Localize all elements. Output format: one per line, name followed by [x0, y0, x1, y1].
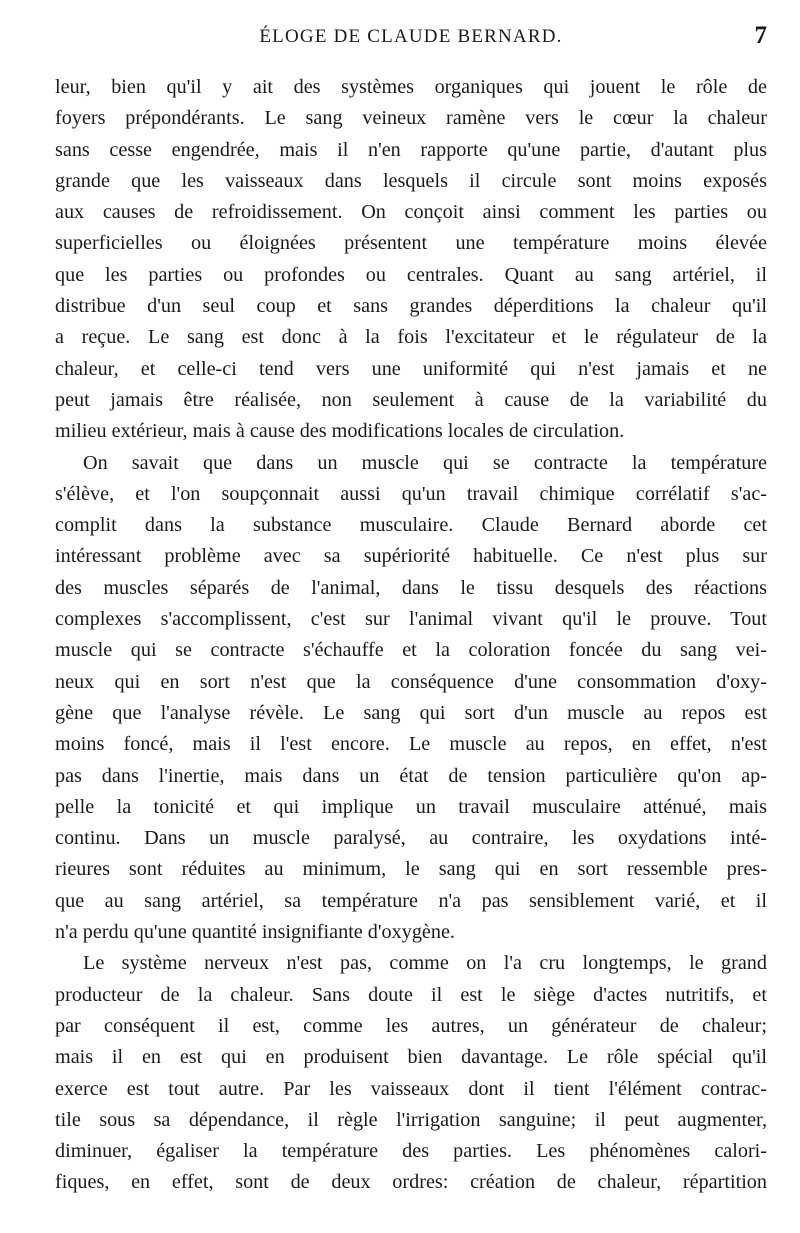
text-line: grande que les vaisseaux dans lesquels il circule sont moins exposés — [55, 169, 767, 192]
text-line: moins foncé, mais il l'est encore. Le muscle au repos, en effet, n'est — [55, 733, 767, 756]
text-line: exerce est tout autre. Par les vaisseaux dont il tient l'élément contrac- — [55, 1077, 767, 1100]
text-line: leur, bien qu'il y ait des systèmes organiques qui jouent le rôle de — [55, 76, 767, 98]
text-line: neux qui en sort n'est que la conséquence d'une consommation d'oxy- — [55, 670, 767, 693]
text-line: tile sous sa dépendance, il règle l'irrigation sanguine; il peut augmenter, — [55, 1108, 767, 1131]
text-line: intéressant problème avec sa supériorité habituelle. Ce n'est plus sur — [55, 545, 767, 568]
text-line: que les parties ou profondes ou centrales. Quant au sang artériel, il — [55, 263, 767, 286]
text-line: diminuer, égaliser la température des parties. Les phénomènes calori- — [55, 1140, 767, 1163]
text-line: Le système nerveux n'est pas, comme on l'a cru longtemps, le grand — [83, 952, 767, 975]
text-line: par conséquent il est, comme les autres, un générateur de chaleur; — [55, 1014, 767, 1037]
text-line: des muscles séparés de l'animal, dans le tissu desquels des réactions — [55, 576, 767, 599]
text-line: continu. Dans un muscle paralysé, au contraire, les oxydations inté- — [55, 827, 767, 850]
text-line: sans cesse engendrée, mais il n'en rapporte qu'une partie, d'autant plus — [55, 138, 767, 161]
text-line: a reçue. Le sang est donc à la fois l'excitateur et le régulateur de la — [55, 326, 767, 349]
text-line: s'élève, et l'on soupçonnait aussi qu'un travail chimique corrélatif s'ac- — [55, 482, 767, 505]
page-number: 7 — [754, 22, 767, 49]
text-line: peut jamais être réalisée, non seulement à cause de la variabilité du — [55, 388, 767, 411]
text-line: superficielles ou éloignées présentent une température moins élevée — [55, 232, 767, 255]
text-line: rieures sont réduites au minimum, le sang qui en sort ressemble pres- — [55, 858, 767, 881]
text-line: n'a perdu qu'une quantité insignifiante d'oxygène. — [55, 921, 455, 944]
running-head — [55, 22, 767, 52]
text-line: chaleur, et celle-ci tend vers une uniformité qui n'est jamais et ne — [55, 357, 767, 380]
text-line: aux causes de refroidissement. On conçoit ainsi comment les parties ou — [55, 201, 767, 224]
body-text — [55, 72, 767, 1199]
text-line: distribue d'un seul coup et sans grandes déperditions la chaleur qu'il — [55, 295, 767, 318]
text-line: milieu extérieur, mais à cause des modifications locales de circulation. — [55, 420, 625, 443]
text-line: complit dans la substance musculaire. Claude Bernard aborde cet — [55, 514, 767, 537]
text-line: pas dans l'inertie, mais dans un état de tension particulière qu'on ap- — [55, 764, 767, 787]
text-line: foyers prépondérants. Le sang veineux ramène vers le cœur la chaleur — [55, 107, 767, 130]
text-line: pelle la tonicité et qui implique un travail musculaire atténué, mais — [55, 795, 767, 818]
running-title: ÉLOGE DE CLAUDE BERNARD. — [259, 26, 563, 47]
text-line: producteur de la chaleur. Sans doute il est le siège d'actes nutritifs, et — [55, 983, 767, 1006]
text-line: que au sang artériel, sa température n'a pas sensiblement varié, et il — [55, 889, 767, 912]
text-line: fiques, en effet, sont de deux ordres: création de chaleur, répartition — [55, 1171, 767, 1194]
text-line: complexes s'accomplissent, c'est sur l'animal vivant qu'il le prouve. Tout — [55, 608, 767, 631]
text-line: mais il en est qui en produisent bien davantage. Le rôle spécial qu'il — [55, 1046, 767, 1069]
text-line: On savait que dans un muscle qui se contracte la température — [83, 451, 767, 474]
text-line: gène que l'analyse révèle. Le sang qui sort d'un muscle au repos est — [55, 701, 767, 724]
text-line: muscle qui se contracte s'échauffe et la coloration foncée du sang vei- — [55, 639, 767, 662]
